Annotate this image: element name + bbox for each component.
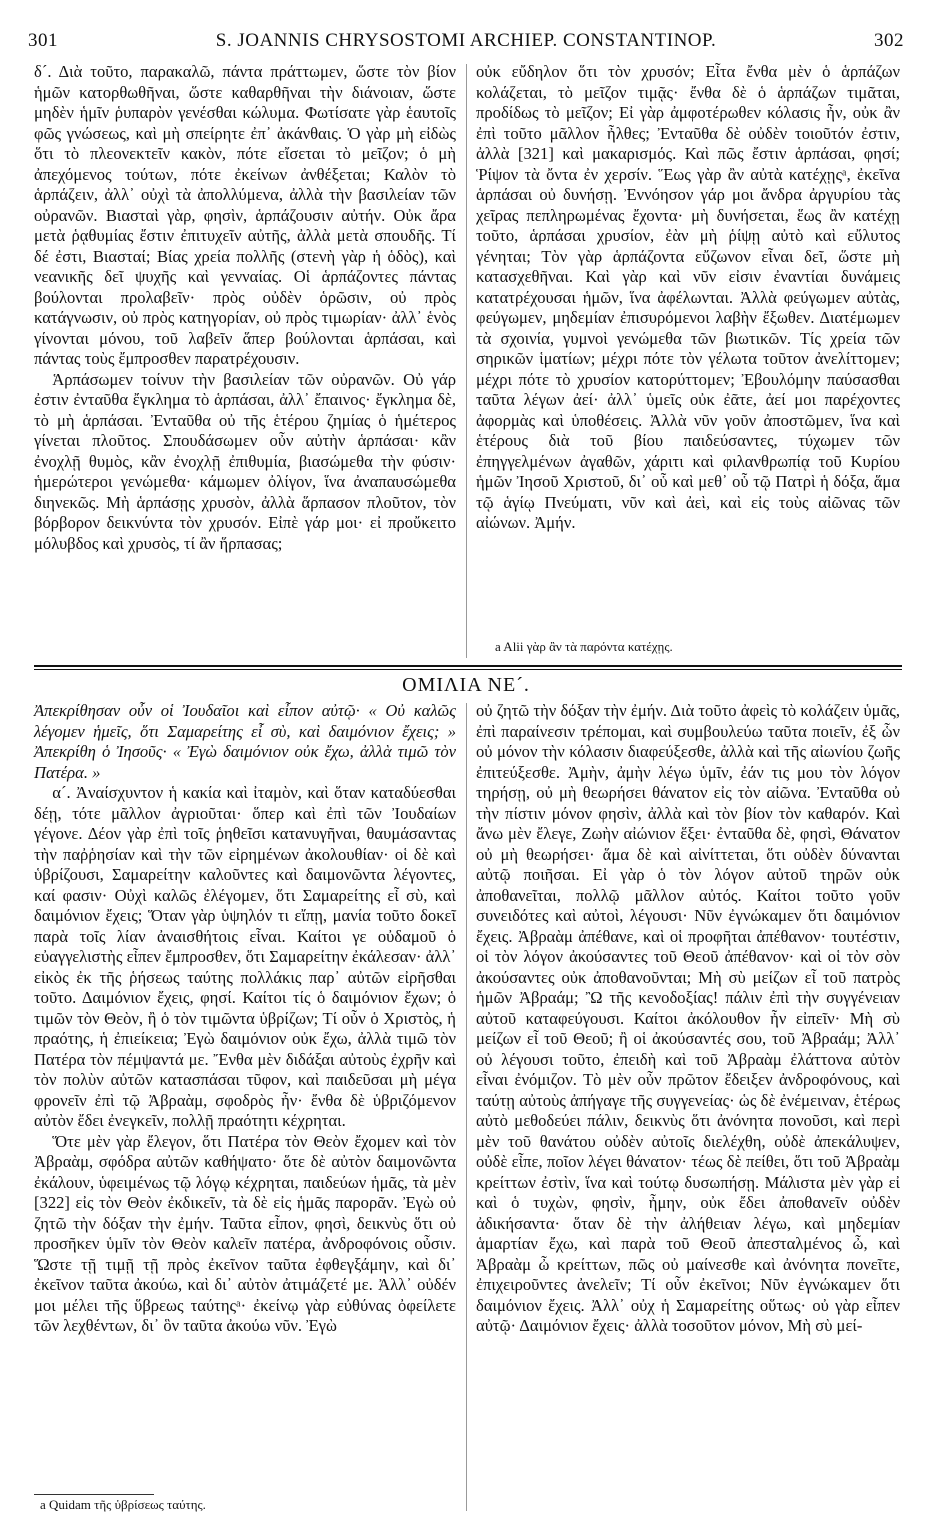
column-divider-lower xyxy=(466,703,467,1511)
lower-left-column xyxy=(34,701,456,1337)
paragraph: α´. Ἀναίσχυντον ἡ κακία καὶ ἰταμὸν, καὶ ὅταν καταδύεσθαι δέῃ, τότε μᾶλλον ἀγριοῦται· ὅπερ καὶ ἐπὶ τῶν Ἰουδαίων γέγονε. Δέον γὰρ ἐπὶ τοῖς ῥηθεῖσι κατανυγῆναι, θαυμάσαντας τὴν παῤῥησίαν καὶ τὴν τῶν εἰρημένων ἀκολουθίαν· οἱ δὲ καὶ ὑβρίζουσι, Σαμαρείτην καλοῦντες καὶ δαιμονῶντα λέγοντες, καί φασιν· Οὐχὶ καλῶς ἐλέγομεν, ὅτι Σαμαρείτης εἶ σὺ, καὶ δαιμόνιον ἔχεις; Ὅταν γὰρ ὑψηλόν τι εἴπῃ, μανία τοῦτο δοκεῖ παρὰ τοῖς λίαν ἀναισθήτοις εἶναι. Καίτοι γε οὐδαμοῦ ὁ εὐαγγελιστὴς εἶπεν ἔμπροσθεν, ὅτι Σαμαρείτην ἐκάλεσαν· ἀλλ᾽ εἰκὸς ἐκ τῆς ῥήσεως ταύτης πολλάκις παρ᾽ αὐτῶν εἰρῆσθαι τοῦτο. Δαιμόνιον ἔχεις, φησί. Καίτοι τίς ὁ δαιμόνιον ἔχων; ὁ τιμῶν τὸν Θεὸν, ἢ ὁ τὸν τιμῶντα ὑβρίζων; Τί οὖν ὁ Χριστὸς, ἡ πραότης, ἡ ἐπιείκεια; Ἐγὼ δαιμόνιον οὐκ ἔχω, ἀλλὰ τιμῶ τὸν Πατέρα τὸν πέμψαντά με. Ἔνθα μὲν διδάξαι αὐτοὺς ἐχρῆν καὶ τὸν πολὺν αὐτῶν κατασπάσαι τῦφον, καὶ παιδεῦσαι μὴ μέγα φρονεῖν ἐπὶ τῷ Ἀβραὰμ, σφοδρὸς ἦν· ἔνθα δὲ ὑβριζόμενον αὐτὸν ἔδει ἐνεγκεῖν, πολλῇ πραότητι κέχρηται. xyxy=(34,783,456,1130)
footnote-lower: a Quidam τῆς ὑβρίσεως ταύτης. xyxy=(40,1497,206,1512)
section-rule-thin xyxy=(34,669,902,670)
section-rule xyxy=(34,665,902,667)
column-divider-upper xyxy=(466,64,467,658)
homily-title: ΟΜΙΛΙΑ ΝΕ´. xyxy=(402,674,530,696)
running-head xyxy=(28,30,904,52)
lower-right-column xyxy=(476,701,900,1337)
paragraph: οὐ ζητῶ τὴν δόξαν τὴν ἐμήν. Διὰ τοῦτο ἀφεὶς τὸ κολάζειν ὑμᾶς, ἐπὶ παραίνεσιν τρέπομαι, καὶ συμβουλεύω ταῦτα ποιεῖν, ἐξ ὧν οὐ μόνον τὴν κόλασιν διαφεύξεσθε, ἀλλὰ καὶ τῆς αἰωνίου ζωῆς ἐπιτεύξεσθε. Ἀμὴν, ἀμὴν λέγω ὑμῖν, ἐάν τις μου τὸν λόγον τηρήσῃ, οὐ μὴ θεωρήσει θάνατον εἰς τὸν αἰῶνα. Ἐνταῦθα οὐ τὴν πίστιν μόνον φησὶν, ἀλλὰ καὶ τὸν βίον τὸν καθαρόν. Καὶ ἄνω μὲν ἔλεγε, Ζωὴν αἰώνιον ἕξει· ἐνταῦθα δὲ, φησὶ, Θάνατον οὐ μὴ θεωρήσει· ἅμα δὲ καὶ αἰνίττεται, ὅτι οὐδὲν δύνανται αὐτῷ ποιῆσαι. Εἰ γὰρ ὁ τὸν λόγον αὐτοῦ τηρῶν οὐκ ἀποθανεῖται, πολλῷ μᾶλλον αὐτός. Καίτοι τοῦτο γοῦν συνειδότες καὶ αὐτοὶ, λέγουσι· Νῦν ἐγνώκαμεν ὅτι δαιμόνιον ἔχεις. Ἀβραὰμ ἀπέθανε, καὶ οἱ προφῆται ἀπέθανον· τουτέστιν, οἱ τὸν λόγον ἀκούσαντες τοῦ Θεοῦ ἀπέθανον· καὶ οἱ τὸν σὸν ἀκούσαντες οὐκ ἀποθανοῦνται; Μὴ σὺ μείζων εἶ τοῦ πατρὸς ἡμῶν Ἀβραάμ; Ὢ τῆς κενοδοξίας! πάλιν ἐπὶ τὴν συγγένειαν αὐτοῦ καταφεύγουσι. Καίτοι ἀκόλουθον ἦν εἰπεῖν· Μὴ σὺ μείζων εἶ τοῦ Θεοῦ; ἢ οἱ ἀκούσαντές σου, τοῦ Ἀβραάμ; Ἀλλ᾽ οὐ λέγουσι τοῦτο, ἐπειδὴ καὶ τοῦ Ἀβραὰμ ἐλάττονα αὐτὸν εἶναι ἐνόμιζον. Τὸ μὲν οὖν πρῶτον ἔδειξεν ἀνδροφόνους, καὶ ταύτῃ αὐτοὺς ἀπήγαγε τῆς συγγενείας· ὡς δὲ ἐνέμειναν, ἑτέρως αὐτὸ μεθοδεύει πάλιν, δεικνὺς ὅτι ἀνόνητα πονοῦσι, καὶ περὶ μὲν τοῦ θανάτου οὐδὲν αὐτοῖς διελέχθη, οὐδὲ ἀπεκάλυψεν, οὐδὲ εἶπε, ποῖον λέγει θάνατον· τέως δὲ πείθει, ὅτι τοῦ Ἀβραὰμ κρείττων ἐστὶν, ἵνα καὶ τούτῳ δυσωπήσῃ. Μάλιστα μὲν γὰρ εἰ καὶ ὁ τυχὼν, φησὶν, ἦμην, οὐκ ἔδει ἀποθανεῖν οὐδὲν ἀδικήσαντα· ὅταν δὲ τὴν ἀλήθειαν λέγω, καὶ μηδεμίαν ἁμαρτίαν ἔχω, καὶ παρὰ τοῦ Θεοῦ ἀπεσταλμένος ὦ, καὶ Ἀβραὰμ ὦ κρείττων, πῶς οὐ μαίνεσθε καὶ ἀνόνητα πονεῖτε, ἐπιχειροῦντες ἀνελεῖν; Τί οὖν ἐκεῖνοι; Νῦν ἐγνώκαμεν ὅτι δαιμόνιον ἔχεις. Ἀλλ᾽ οὐχ ἡ Σαμαρείτης οὕτως· οὐ γὰρ εἶπεν αὐτῷ· Δαιμόνιον ἔχεις· ἀλλὰ τοσοῦτον μόνον, Μὴ σὺ μεί- xyxy=(476,701,900,1335)
gospel-lemma: Ἀπεκρίθησαν οὖν οἱ Ἰουδαῖοι καὶ εἶπον αὐτῷ· « Οὐ καλῶς λέγομεν ἡμεῖς, ὅτι Σαμαρείτης εἶ σὺ, καὶ δαιμόνιον ἔχεις; » Ἀπεκρίθη ὁ Ἰησοῦς· « Ἐγὼ δαιμόνιον οὐκ ἔχω, ἀλλὰ τιμῶ τὸν Πατέρα. » xyxy=(34,701,456,782)
running-title: S. JOANNIS CHRYSOSTOMI ARCHIEP. CONSTANTINOP. xyxy=(215,30,717,51)
upper-left-column xyxy=(34,62,456,554)
footnote-rule xyxy=(34,1494,154,1495)
paragraph: Ὅτε μὲν γὰρ ἔλεγον, ὅτι Πατέρα τὸν Θεὸν ἔχομεν καὶ τὸν Ἀβραὰμ, σφόδρα αὐτῶν καθήψατο· ὅτε δὲ αὐτὸν δαιμονῶντα ἐκάλουν, ὑφειμένως τῷ λόγῳ κέχρηται, παιδεύων ἡμᾶς, τὰ μὲν [322] εἰς τὸν Θεὸν ἐκδικεῖν, τὰ δὲ εἰς ἡμᾶς παρορᾶν. Ἐγὼ οὐ ζητῶ τὴν δόξαν τὴν ἐμήν. Ταῦτα εἶπον, φησὶ, δεικνὺς ὅτι οὐ προσῆκεν ὑμῖν τὸν Θεὸν καλεῖν πατέρα, ἀνδροφόνοις οὖσιν. Ὥστε τῇ τιμῇ τῇ πρὸς ἐκεῖνον ταῦτα ἐφθεγξάμην, καὶ δι᾽ ἐκεῖνον ταῦτα ἀκούω, καὶ δι᾽ αὐτὸν ἀτιμάζετέ με. Ἀλλ᾽ οὐδέν μοι μέλει τῆς ὕβρεως ταύτηςᵃ· ἐκείνῳ γὰρ εὐθύνας ὀφείλετε τῶν λεχθέντων, δι᾽ ὃν ταῦτα ἀκούω νῦν. Ἐγὼ xyxy=(34,1131,456,1335)
paragraph: οὐκ εὔδηλον ὅτι τὸν χρυσόν; Εἶτα ἔνθα μὲν ὁ ἁρπάζων κολάζεται, τὸ μεῖζον τιμᾷς· ἔνθα δὲ ὁ ἁρπάζων τιμᾶται, προδίδως τὸ μεῖζον; Εἰ γὰρ ἀμφοτέρωθεν κόλασις ἦν, οὐκ ἂν ἐπὶ τοῦτο μᾶλλον ἦλθες; Ἐνταῦθα δὲ οὐδὲν τοιοῦτόν ἐστιν, ἀλλὰ [321] καὶ μακαρισμός. Καὶ πῶς ἔστιν ἁρπάσαι, φησί; Ῥίψον τὰ ὄντα ἐν χερσίν. Ἕως γὰρ ἂν αὐτὰ κατέχῃςᵃ, ἐκεῖνα ἁρπάσαι οὐ δυνήσῃ. Ἐννόησον γάρ μοι ἄνδρα ἀργυρίου τὰς χεῖρας πεπληρωμένας ἔχοντα· μὴ δυνήσεται, ἕως ἂν κατέχῃ τοῦτο, ἁρπάσαι χρυσίον, ἐὰν μὴ ῥίψῃ αὐτὸ καὶ εὔλυτος γένηται; Τὸν γὰρ ἁρπάζοντα εὔζωνον εἶναι δεῖ, ὥστε μὴ κατασχεθῆναι. Καὶ γὰρ καὶ νῦν εἰσιν ἐναντίαι δυνάμεις κατατρέχουσαι ἡμῶν, ἵνα ἀφέλωνται. Ἀλλὰ φεύγωμεν αὐτὰς, φεύγωμεν, μηδεμίαν ἐπισυρόμενοι λαβὴν ἔξωθεν. Διατέμωμεν τὰ σχοινία, γυμνοὶ γενώμεθα τῶν βιωτικῶν. Τίς χρεία τῶν σηρικῶν ἱματίων; μέχρι πότε τὸν γέλωτα τοῦτον ἀνελίττομεν; μέχρι πότε τὸ χρυσίον κατορύττομεν; Ἐβουλόμην παύσασθαι ταῦτα λέγων ἀεί· ἀλλ᾽ ὑμεῖς οὐκ ἐᾶτε, ἀεί μοι παρέχοντες ἀφορμὰς καὶ ὑποθέσεις. Ἀλλὰ νῦν γοῦν ἀποστῶμεν, ἵνα καὶ ἑτέρους διὰ τοῦ βίου παιδεύσαντες, τύχωμεν τῶν ἐπηγγελμένων ἀγαθῶν, χάριτι καὶ φιλανθρωπίᾳ τοῦ Κυρίου ἡμῶν Ἰησοῦ Χριστοῦ, δι᾽ οὗ καὶ μεθ᾽ οὗ τῷ Πατρὶ ἡ δόξα, ἅμα τῷ ἁγίῳ Πνεύματι, νῦν καὶ ἀεὶ, καὶ εἰς τοὺς αἰῶνας τῶν αἰώνων. Ἀμήν. xyxy=(476,62,900,532)
footnote-upper: a Alii γὰρ ἂν τὰ παρόντα κατέχῃς. xyxy=(495,639,673,654)
page-number-right: 302 xyxy=(874,30,904,51)
page-number-left: 301 xyxy=(28,30,58,51)
paragraph: Ἁρπάσωμεν τοίνυν τὴν βασιλείαν τῶν οὐρανῶν. Οὐ γάρ ἐστιν ἐνταῦθα ἔγκλημα τὸ ἁρπάσαι, ἀλλ᾽ ἔπαινος· ἔγκλημα δὲ, τὸ μὴ ἁρπάσαι. Ἐνταῦθα οὐ τῆς ἑτέρου ζημίας ὁ ἡμέτερος γίνεται πλοῦτος. Σπουδάσωμεν οὖν αὐτὴν ἁρπάσαι· κἂν ἐνοχλῇ θυμὸς, κἂν ἐνοχλῇ ἐπιθυμία, βιασώμεθα τὴν φύσιν· ἡμερώτεροι γενώμεθα· κάμωμεν ὀλίγον, ἵνα ἀναπαυσώμεθα διηνεκῶς. Μὴ ἁρπάσῃς χρυσὸν, ἀλλὰ ἅρπασον πλοῦτον, τὸν βόρβορον δεικνύντα τὸν χρυσόν. Εἰπὲ γάρ μοι· εἰ προὔκειτο μόλυβδος καὶ χρυσὸς, τί ἂν ἥρπασας; xyxy=(34,369,456,553)
upper-right-column xyxy=(476,62,900,534)
paragraph: δ´. Διὰ τοῦτο, παρακαλῶ, πάντα πράττωμεν, ὥστε τὸν βίον ἡμῶν κατορθωθῆναι, ὥστε καθαρθῆναι τὴν διάνοιαν, ὥστε μηδὲν ἡμῖν ῥυπαρὸν γενέσθαι κώλυμα. Φωτίσατε γὰρ ἑαυτοῖς φῶς γνώσεως, καὶ μὴ σπείρητε ἐπ᾽ ἀκάνθαις. Ὁ γὰρ μὴ εἰδὼς ὅτι τὸ πλεονεκτεῖν κακὸν, πότε εἴσεται τὸ μεῖζον; ὁ μὴ ἀπεχόμενος τούτων, πότε ἐκείνων ἀνθέξεται; Καλὸν τὸ ἁρπάζειν, ἀλλ᾽ οὐχὶ τὰ ἀπολλύμενα, ἀλλὰ τὴν βασιλείαν τῶν οὐρανῶν. Βιασταὶ γὰρ, φησὶν, ἁρπάζουσιν αὐτήν. Οὐκ ἄρα μετὰ ῥᾳθυμίας ἔστιν ἐπιτυχεῖν αὐτῆς, ἀλλὰ μετὰ σπουδῆς. Τί δέ ἐστι, Βιασταί; Βίας χρεία πολλῆς (στενὴ γὰρ ἡ ὁδὸς), καὶ νεανικῆς δεῖ ψυχῆς καὶ γενναίας. Οἱ ἁρπάζοντες πάντας βούλονται προλαβεῖν· πρὸς οὐδὲν ὁρῶσιν, οὐ πρὸς κατάγνωσιν, οὐ πρὸς κατηγορίαν, οὐ πρὸς τιμωρίαν· ἀλλ᾽ ἑνὸς γίνονται μόνου, τοῦ λαβεῖν ἅπερ βούλονται ἁρπάσαι, καὶ πάντας τοὺς ἔμπροσθεν παρατρέχουσιν. xyxy=(34,62,456,368)
